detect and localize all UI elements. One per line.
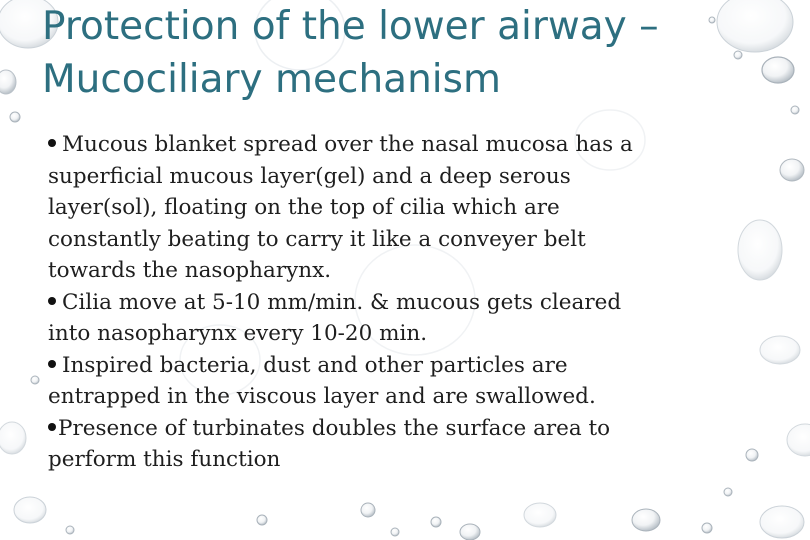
bullet-item	[48, 413, 738, 476]
droplet	[0, 422, 26, 454]
bullet-line: entrapped in the viscous layer and are swallowed.	[48, 384, 596, 409]
droplet	[760, 336, 800, 364]
droplet	[738, 220, 782, 280]
droplet	[780, 159, 804, 181]
title-line: Mucociliary mechanism	[42, 57, 501, 102]
droplet	[460, 524, 480, 540]
droplet	[724, 488, 732, 496]
bullet-text: Inspired bacteria, dust and other particles are	[62, 352, 568, 378]
droplet	[632, 509, 660, 531]
bullet-line: towards the nasopharynx.	[48, 258, 332, 283]
droplet	[66, 526, 74, 534]
droplet	[257, 515, 267, 525]
droplet	[361, 503, 375, 517]
bullet-dot-icon	[48, 297, 56, 305]
bullet-list	[48, 129, 738, 476]
bullet-line	[48, 287, 738, 319]
bullet-text: Presence of turbinates doubles the surface area to	[58, 415, 611, 441]
bullet-line	[48, 413, 738, 445]
droplet	[431, 517, 441, 527]
title-line: Protection of the lower airway –	[42, 4, 659, 49]
droplet	[31, 376, 39, 384]
bullet-dot-icon	[48, 360, 56, 368]
bullet-dot-icon	[48, 139, 56, 147]
droplet	[524, 503, 556, 527]
bullet-line	[48, 129, 738, 161]
bullet-line: layer(sol), floating on the top of cilia which are	[48, 195, 560, 220]
droplet	[746, 449, 758, 461]
bullet-item	[48, 129, 738, 287]
droplet	[14, 497, 46, 523]
bullet-text: Cilia move at 5-10 mm/min. & mucous gets cleared	[62, 289, 622, 315]
bullet-item	[48, 287, 738, 350]
bullet-line: superficial mucous layer(gel) and a deep serous	[48, 163, 571, 189]
droplet	[702, 523, 712, 533]
droplet	[791, 106, 799, 114]
bullet-line: into nasopharynx every 10-20 min.	[48, 321, 428, 346]
droplet	[787, 424, 810, 456]
bullet-text: Mucous blanket spread over the nasal mucosa has a	[62, 132, 633, 157]
droplet	[0, 70, 16, 94]
droplet	[10, 112, 20, 122]
droplet	[760, 506, 804, 538]
bullet-dot-icon	[48, 423, 56, 431]
slide-title	[42, 0, 782, 106]
bullet-line	[48, 350, 738, 382]
bullet-item	[48, 350, 738, 413]
droplet	[391, 528, 399, 536]
bullet-line: perform this function	[48, 447, 281, 472]
bullet-line: constantly beating to carry it like a conveyer belt	[48, 226, 586, 252]
